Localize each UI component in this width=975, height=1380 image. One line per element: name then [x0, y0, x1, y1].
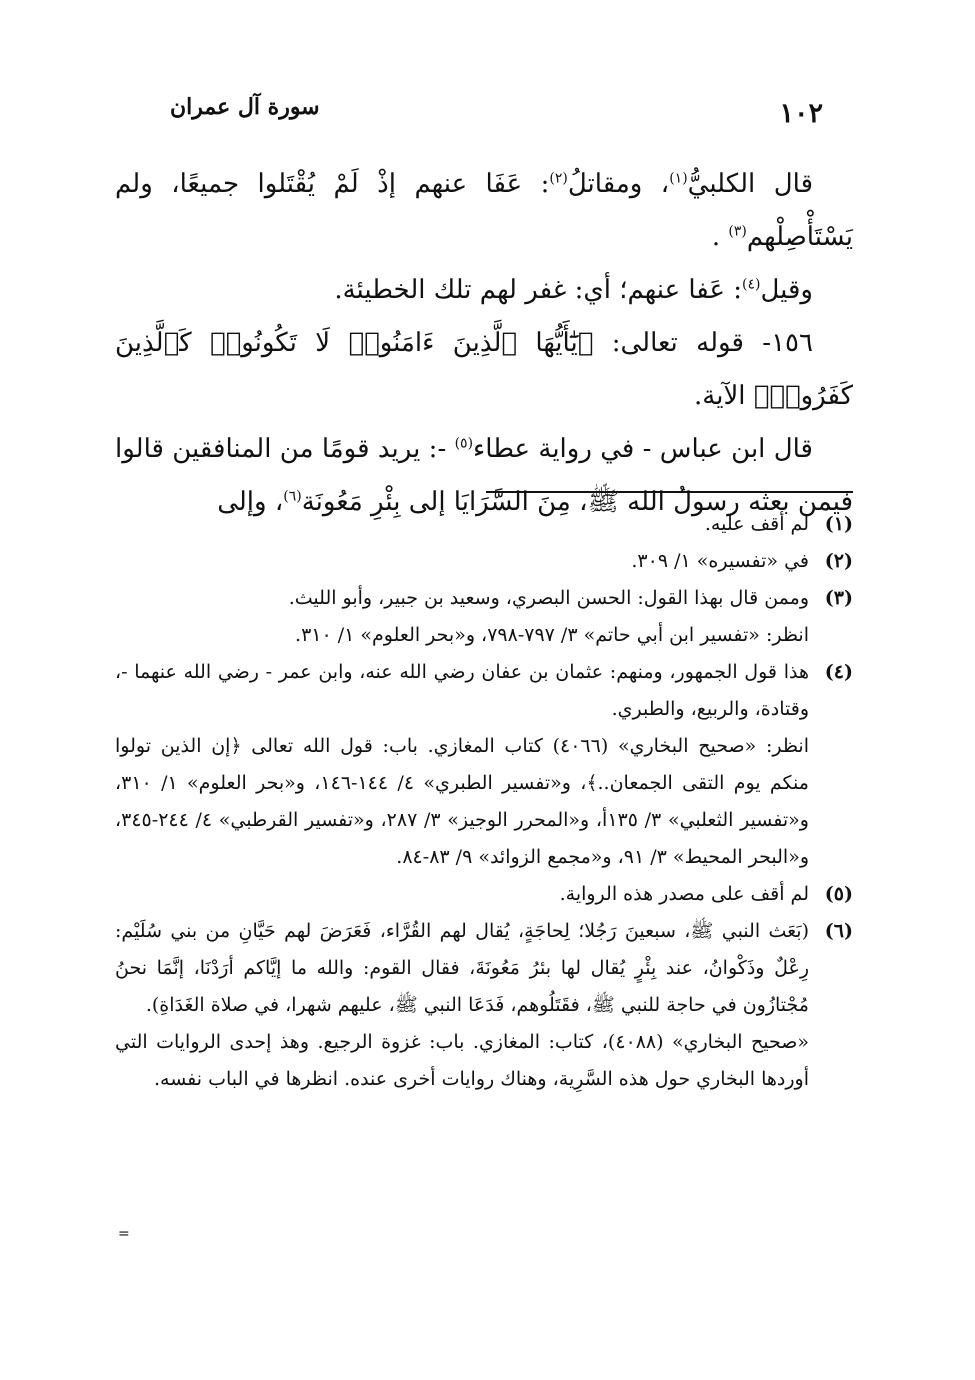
text-run: : عَفا عنهم؛ أي: غفر لهم تلك الخطيئة.: [334, 275, 742, 305]
footnote-text: في «تفسيره» ١/ ٣٠٩.: [631, 550, 809, 572]
footnote-1: [115, 506, 853, 543]
footnote-text: هذا قول الجمهور، ومنهم: عثمان بن عفان رضي الله عنه، وابن عمر - رضي الله عنهما -، وقتادة، والربيع، والطبري.: [115, 661, 809, 720]
footnote-6: [115, 913, 853, 1098]
running-title: سورة آل عمران: [170, 94, 320, 120]
paragraph-qila: [115, 264, 853, 317]
footnote-ref-2[interactable]: (٢): [549, 170, 568, 187]
footnote-5: [115, 876, 853, 913]
footnote-divider: [486, 491, 853, 493]
paragraph-verse-156: ١٥٦- قوله تعالى: ﴿يَٰٓأَيُّهَا ٱلَّذِينَ ءَامَنُوا۟ لَا تَكُونُوا۟ كَٱلَّذِينَ كَفَرُوا۟﴾ الآية.: [115, 328, 853, 411]
footnote-ref-5[interactable]: (٥): [454, 435, 474, 452]
footnote-ref-4[interactable]: (٤): [742, 276, 761, 293]
footnote-ref-6[interactable]: (٦): [283, 488, 302, 505]
text-run: قال ابن عباس - في رواية عطاء: [473, 434, 813, 464]
page-header: [0, 92, 975, 132]
text-run: قال الكلبيُّ: [687, 169, 813, 199]
footnote-3: [115, 580, 853, 654]
footnote-4: [115, 654, 853, 876]
paragraph-kalbi: [115, 158, 853, 264]
footnote-citation: انظر: «تفسير ابن أبي حاتم» ٣/ ٧٩٧-٧٩٨، و«بحر العلوم» ١/ ٣١٠.: [295, 624, 809, 646]
footnote-number: (٥): [824, 883, 853, 905]
text-run: ، وإلى: [217, 487, 284, 517]
footnote-ref-1[interactable]: (١): [669, 170, 688, 187]
footnote-2: [115, 543, 853, 580]
text-run: : عَفَا عنهم إذْ لَمْ يُقْتَلوا جميعًا، ولم يَسْتَأْصِلْهم: [115, 169, 853, 252]
text-run: وقيل: [760, 275, 813, 305]
text-run: .: [711, 222, 729, 252]
footnote-citation: انظر: «صحيح البخاري» (٤٠٦٦) كتاب المغازي. باب: قول الله تعالى ﴿إن الذين تولوا منكم يوم التقى الجمعان..﴾، و«تفسير الطبري» ٤/ ١٤٤-١٤٦، و«بحر العلوم» ١/ ٣١٠، و«تفسير الثعلبي» ٣/ ١٣٥أ، و«المحرر الوجيز» ٣/ ٢٨٧، و«تفسير القرطبي» ٤/ ٢٤٤-٣٤٥، و«البحر المحيط» ٣/ ٩١، و«مجمع الزوائد» ٩/ ٨٣-٨٤.: [115, 735, 809, 868]
page-number: ١٠٢: [779, 98, 823, 129]
text-run: ، ومقاتلُ: [567, 169, 670, 199]
footnote-number: (٢): [824, 550, 853, 572]
footnote-number: (٦): [824, 920, 853, 942]
footnote-text: وممن قال بهذا القول: الحسن البصري، وسعيد بن جبير، وأبو الليث.: [288, 587, 809, 609]
footnote-ref-3[interactable]: (٣): [728, 223, 747, 240]
footnote-text: لم أقف عليه.: [704, 513, 809, 535]
footnotes: [115, 506, 853, 1098]
footnote-number: (٤): [824, 661, 853, 683]
main-text: [115, 158, 853, 529]
footnote-text: لم أقف على مصدر هذه الرواية.: [559, 883, 809, 905]
footnote-citation: «صحيح البخاري» (٤٠٨٨)، كتاب: المغازي. باب: غزوة الرجيع. وهذ إحدى الروايات التي أوردها البخاري حول هذه السَّرِية، وهناك روايات أخرى عنده. انظرها في الباب نفسه.: [115, 1031, 810, 1090]
footnote-number: (٣): [824, 587, 853, 609]
footnote-text: (بَعَث النبي ﷺ، سبعينَ رَجُلا؛ لِحاجَةٍ، يُقال لهم القُرَّاء، فَعَرَضَ لهم حَيَّانِ من بني سُلَيْم: رِعْلٌ وذَكْوانُ، عند بِئْرٍ يُقال لها بئرُ مَعُونَةَ، فقال القوم: والله ما إيَّاكم أرَدْنَا، إنَّمَا نحنُ مُجْتازُون في حاجة للنبي ﷺ، فقَتَلُوهم، فَدَعَا النبي ﷺ، عليهم شهرا، في صلاة الغَدَاةِ).: [115, 920, 809, 1016]
footnote-number: (١): [824, 513, 853, 535]
continuation-mark: =: [118, 1226, 130, 1242]
text-run: -: يريد قومًا من المنافقين قالوا فيمن بعثه رسولُ الله ﷺ، مِنَ السَّرَايَا إلى بِئْرِ مَعُونَة: [115, 434, 853, 517]
